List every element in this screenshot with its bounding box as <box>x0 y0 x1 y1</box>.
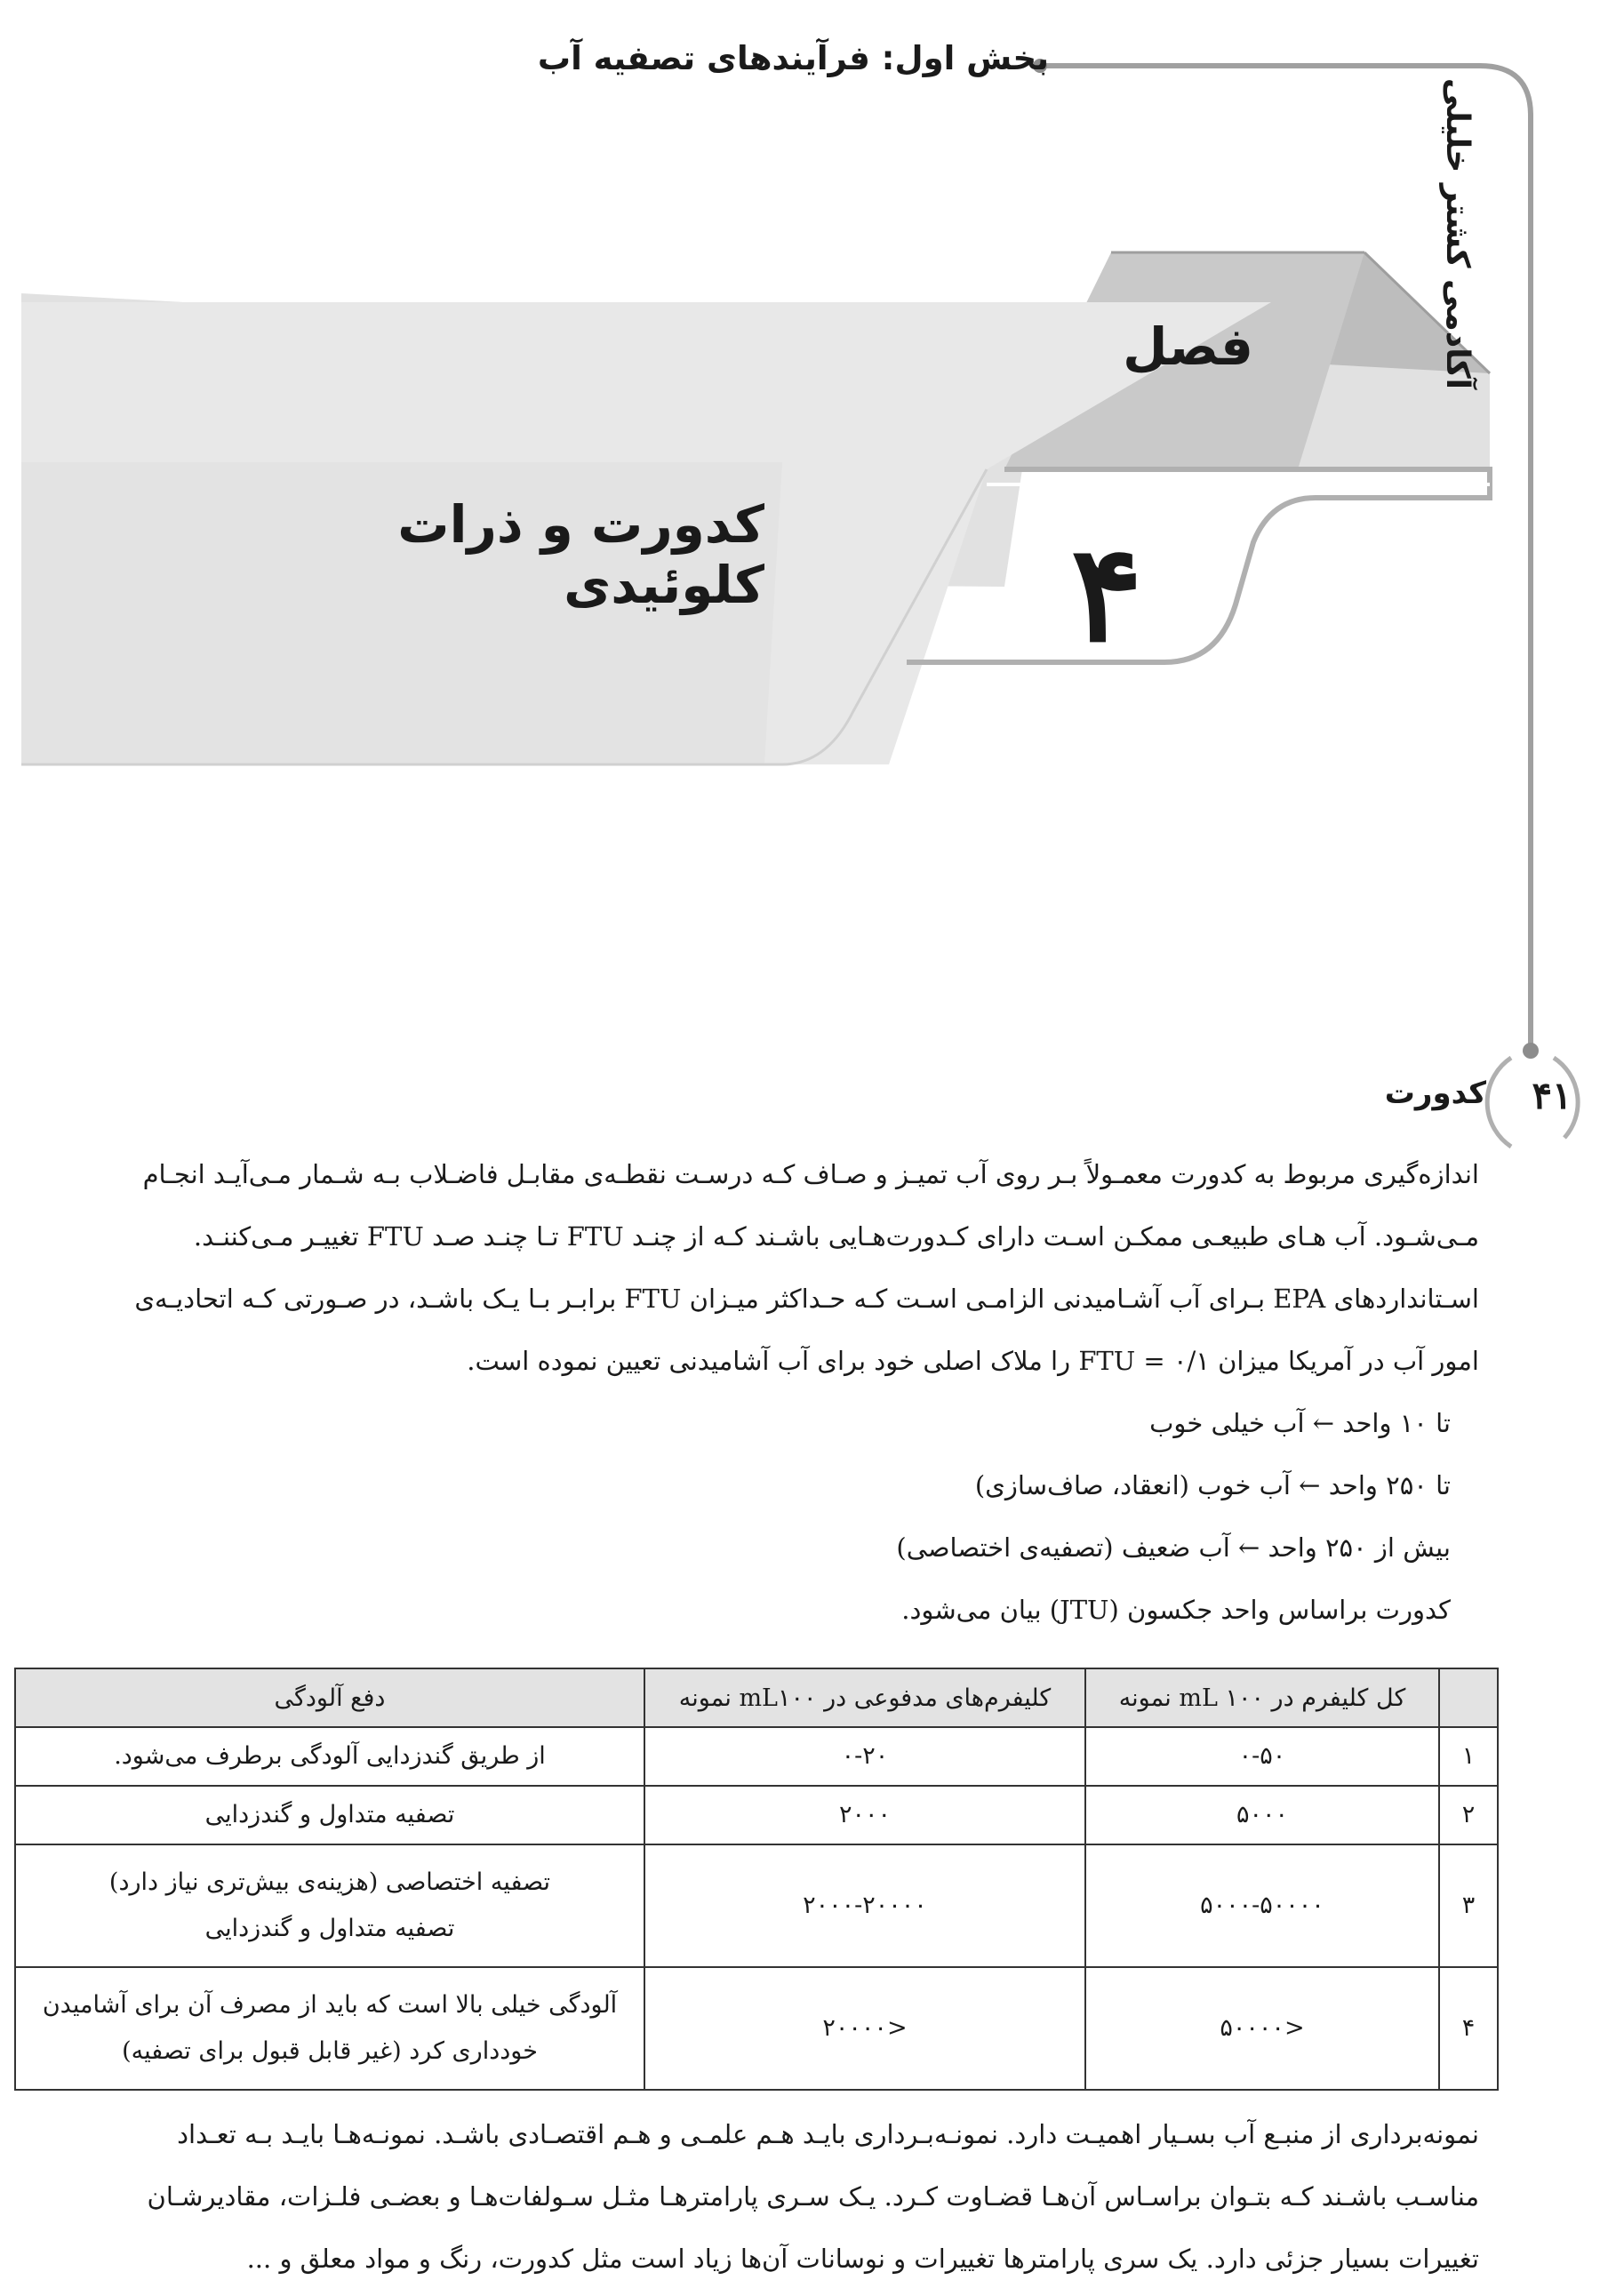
action-cell <box>15 1727 644 1786</box>
chapter-title: کدورت و ذرات کلوئیدی <box>397 494 764 615</box>
table-header-row <box>15 1668 1498 1727</box>
table-row <box>15 1786 1498 1844</box>
row-index: ۱ <box>1439 1727 1498 1786</box>
running-head: بخش اول: فرآیندهای تصفیه آب <box>537 39 1049 77</box>
action-cell <box>15 1967 644 2090</box>
paragraph-line: اسـتانداردهای EPA بـرای آب آشـامیدنی الزامـی اسـت کـه حـداکثر میـزان FTU برابـر بـا یـک باشـد، در صـورتی کـه اتحادیـه‌ی <box>134 1284 1479 1314</box>
row-index: ۴ <box>1439 1967 1498 2090</box>
action-cell <box>15 1844 644 1967</box>
fecal-coliform-cell: ۲۰۰۰-۲۰۰۰۰ <box>644 1844 1085 1967</box>
list-item: بیش از ۲۵۰ واحد ← آب ضعیف (تصفیه‌ی اختصاصی) <box>896 1532 1451 1563</box>
total-coliform-cell: ۵۰۰۰ <box>1085 1786 1439 1844</box>
paragraph-line: اندازه‌گیری مربوط به کدورت معمـولاً بـر روی آب تمیـز و صـاف کـه درسـت نقطـه‌ی مقابـل فاضـلاب بـه شـمار مـی‌آیـد انجـام <box>142 1159 1479 1189</box>
fecal-coliform-cell: ۰-۲۰ <box>644 1727 1085 1786</box>
closing-line: تغییرات بسیار جزئی دارد. یک سری پارامترها تغییرات و نوسانات آن‌ها زیاد است مثل کدورت، رنگ و مواد معلق و ... <box>246 2244 1479 2274</box>
table-row <box>15 1967 1498 2090</box>
row-index: ۲ <box>1439 1786 1498 1844</box>
table-header-cell: کل کلیفرم در mL ۱۰۰ نمونه <box>1085 1668 1439 1727</box>
section-heading: کدورت <box>1384 1076 1486 1111</box>
total-coliform-cell: <۵۰۰۰۰ <box>1085 1967 1439 2090</box>
page-number-ring-left <box>1487 1058 1511 1147</box>
closing-line: مناسـب باشـند کـه بتـوان براسـاس آن‌هـا قضـاوت کـرد. یـک سـری پارامترهـا مثـل سـولفات‌هـا و بعضـی فلـزات، مقادیرشـان <box>147 2181 1479 2212</box>
paragraph-line: مـی‌شـود. آب هـای طبیعـی ممکـن اسـت دارای کـدورت‌هـایی باشـند کـه از چنـد FTU تـا چنـد صـد FTU تغییـر مـی‌کننـد. <box>193 1221 1479 1252</box>
action-line: تصفیه اختصاصی (هزینه‌ی بیش‌تری نیاز دارد) <box>108 1868 551 1896</box>
right-rule-dot <box>1523 1043 1539 1059</box>
page-number: ۴۱ <box>1532 1074 1572 1117</box>
side-brand-text: آکادمی کشتر خلیلی <box>1439 77 1476 389</box>
list-item: کدورت براساس واحد جکسون (JTU) بیان می‌شود. <box>901 1595 1451 1625</box>
coliform-table <box>14 1668 1499 2091</box>
closing-line: نمونه‌برداری از منبـع آب بسـیار اهمیـت دارد. نمونـه‌بـرداری بایـد هـم علمـی و هـم اقتصـادی باشـد. نمونـه‌هـا بایـد بـه تعـداد <box>177 2119 1479 2149</box>
table-row <box>15 1727 1498 1786</box>
table-header-cell <box>1439 1668 1498 1727</box>
table-header-cell: دفع آلودگی <box>15 1668 644 1727</box>
chapter-label: فصل <box>1123 316 1253 377</box>
action-line: از طریق گندزدایی آلودگی برطرف می‌شود. <box>114 1742 546 1770</box>
list-item: تا ۲۵۰ واحد ← آب خوب (انعقاد، صاف‌سازی) <box>974 1470 1451 1500</box>
table-row <box>15 1844 1498 1967</box>
action-line: تصفیه متداول و گندزدایی <box>204 1915 455 1942</box>
chapter-number: ۴ <box>1070 516 1143 672</box>
total-coliform-cell: ۵۰۰۰-۵۰۰۰۰ <box>1085 1844 1439 1967</box>
action-line: تصفیه متداول و گندزدایی <box>204 1801 455 1828</box>
table-header-cell: کلیفرم‌های مدفوعی در mL۱۰۰ نمونه <box>644 1668 1085 1727</box>
right-margin-rule <box>1480 66 1531 1047</box>
fecal-coliform-cell: ۲۰۰۰ <box>644 1786 1085 1844</box>
action-line: خودداری کرد (غیر قابل قبول برای تصفیه) <box>122 2037 538 2065</box>
total-coliform-cell: ۰-۵۰ <box>1085 1727 1439 1786</box>
row-index: ۳ <box>1439 1844 1498 1967</box>
action-cell <box>15 1786 644 1844</box>
fecal-coliform-cell: <۲۰۰۰۰ <box>644 1967 1085 2090</box>
action-line: آلودگی خیلی بالا است که باید از مصرف آن برای آشامیدن <box>42 1991 618 2019</box>
paragraph-line: امور آب در آمریکا میزان FTU = ۰/۱ را ملاک اصلی خود برای آب آشامیدنی تعیین نموده است. <box>467 1346 1479 1376</box>
list-item: تا ۱۰ واحد ← آب خیلی خوب <box>1149 1408 1451 1438</box>
